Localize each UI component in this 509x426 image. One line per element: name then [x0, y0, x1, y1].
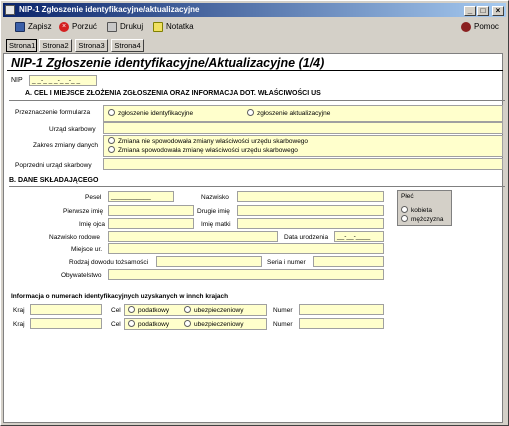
- radio-circle-icon: [247, 109, 254, 116]
- radio-circle-icon: [108, 146, 115, 153]
- birthplace-input[interactable]: [108, 243, 384, 254]
- nip-input[interactable]: _ _-_ _ _-_ _-_ _: [29, 75, 97, 86]
- purpose-2-label: Cel: [111, 321, 121, 328]
- tax-office-input[interactable]: [103, 122, 503, 134]
- change-scope-label: Zakres zmiany danych: [33, 142, 99, 149]
- radio-circle-icon: [128, 306, 135, 313]
- previous-office-label: Poprzedni urząd skarbowy: [15, 162, 92, 169]
- change-no-office-label: Zmiana nie spowodowała zmiany właściwości urzędu skarbowego: [118, 138, 309, 145]
- note-icon: [153, 22, 163, 32]
- app-icon: [5, 5, 15, 15]
- tab-strona2[interactable]: Strona2: [39, 39, 72, 52]
- note-button[interactable]: [153, 20, 194, 34]
- purpose-2-insurance-label: ubezpieczeniowy: [194, 321, 244, 328]
- citizenship-input[interactable]: [108, 269, 384, 280]
- change-office-radio[interactable]: [108, 146, 298, 155]
- purpose-update-radio[interactable]: [247, 109, 330, 118]
- tab-strona3[interactable]: Strona3: [75, 39, 108, 52]
- radio-circle-icon: [401, 215, 408, 222]
- purpose-label: Przeznaczenie formularza: [15, 109, 91, 116]
- country-2-input[interactable]: [30, 318, 102, 329]
- window-title: NIP-1 Zgłoszenie identyfikacyjne/aktualizacyjne: [19, 5, 200, 14]
- section-b-rule: [9, 186, 505, 187]
- note-label: Notatka: [166, 22, 194, 31]
- print-label: Drukuj: [120, 22, 144, 31]
- first-name-input[interactable]: [108, 205, 194, 216]
- cancel-button[interactable]: [59, 20, 97, 34]
- country-1-input[interactable]: [30, 304, 102, 315]
- printer-icon: [107, 22, 117, 32]
- id-document-label: Rodzaj dowodu tożsamości: [69, 259, 149, 266]
- purpose-identification-radio[interactable]: [108, 109, 193, 118]
- pesel-label: Pesel: [85, 194, 102, 201]
- section-a-rule: [9, 100, 505, 101]
- number-2-label: Numer: [273, 321, 293, 328]
- tab-strona1[interactable]: Strona1: [6, 39, 37, 52]
- section-c-heading: Informacja o numerach identyfikacyjnych uzyskanych w innch krajach: [11, 293, 229, 300]
- sex-male-label: mężczyzna: [411, 216, 444, 223]
- pesel-input[interactable]: ___________: [108, 191, 174, 202]
- purpose-2-insurance-radio[interactable]: [184, 320, 244, 329]
- family-name-label: Nazwisko rodowe: [49, 234, 100, 241]
- mother-name-input[interactable]: [237, 218, 384, 229]
- purpose-update-label: zgłoszenie aktualizacyjne: [257, 110, 331, 117]
- radio-circle-icon: [401, 206, 408, 213]
- sex-female-label: kobieta: [411, 207, 432, 214]
- number-1-input[interactable]: [299, 304, 384, 315]
- maximize-button[interactable]: □: [477, 6, 489, 16]
- tab-strona4[interactable]: Strona4: [111, 39, 144, 52]
- father-name-input[interactable]: [108, 218, 194, 229]
- birth-date-input[interactable]: __-__-____: [334, 231, 384, 242]
- help-label: Pomoc: [474, 22, 499, 31]
- cancel-label: Porzuć: [72, 22, 97, 31]
- section-b-heading: B. DANE SKŁADAJĄCEGO: [9, 177, 99, 184]
- sex-male-radio[interactable]: [401, 215, 444, 224]
- citizenship-label: Obywatelstwo: [61, 272, 102, 279]
- sex-label: Płeć: [401, 193, 414, 200]
- minimize-button[interactable]: _: [464, 6, 476, 16]
- toolbar: [3, 18, 506, 36]
- family-name-input[interactable]: [108, 231, 278, 242]
- radio-circle-icon: [108, 137, 115, 144]
- form-title: NIP-1 Zgłoszenie identyfikacyjne/Aktualizacyjne (1/4): [11, 56, 325, 70]
- purpose-identification-label: zgłoszenie identyfikacyjne: [118, 110, 194, 117]
- series-number-label: Seria i numer: [267, 259, 306, 266]
- purpose-2-tax-radio[interactable]: [128, 320, 169, 329]
- number-2-input[interactable]: [299, 318, 384, 329]
- surname-label: Nazwisko: [201, 194, 229, 201]
- purpose-2-tax-label: podatkowy: [138, 321, 170, 328]
- print-button[interactable]: [107, 20, 143, 34]
- save-label: Zapisz: [28, 22, 52, 31]
- country-2-label: Kraj: [13, 321, 25, 328]
- mother-name-label: Imię matki: [201, 221, 231, 228]
- tax-office-label: Urząd skarbowy: [49, 126, 96, 133]
- surname-input[interactable]: [237, 191, 384, 202]
- title-bar: [3, 3, 506, 17]
- title-rule: [7, 70, 503, 71]
- nip-label: NIP: [11, 77, 23, 84]
- first-name-label: Pierwsze imię: [63, 208, 104, 215]
- sex-female-radio[interactable]: [401, 206, 432, 215]
- birth-date-label: Data urodzenia: [284, 234, 329, 241]
- country-1-label: Kraj: [13, 307, 25, 314]
- id-document-input[interactable]: [156, 256, 262, 267]
- purpose-1-label: Cel: [111, 307, 121, 314]
- purpose-1-tax-radio[interactable]: [128, 306, 169, 315]
- save-button[interactable]: [15, 20, 52, 34]
- purpose-1-tax-label: podatkowy: [138, 307, 170, 314]
- floppy-disk-icon: [15, 22, 25, 32]
- change-office-label: Zmiana spowodowała zmianę właściwości urzędu skarbowego: [118, 147, 298, 154]
- cancel-x-icon: ×: [59, 22, 69, 32]
- section-a-heading: A. CEL I MIEJSCE ZŁOŻENIA ZGŁOSZENIA ORAZ INFORMACJA DOT. WŁAŚCIWOŚCI US: [25, 90, 321, 97]
- radio-circle-icon: [108, 109, 115, 116]
- purpose-1-insurance-radio[interactable]: [184, 306, 244, 315]
- radio-circle-icon: [184, 320, 191, 327]
- father-name-label: Imię ojca: [79, 221, 106, 228]
- help-icon: [461, 22, 471, 32]
- number-1-label: Numer: [273, 307, 293, 314]
- change-no-office-radio[interactable]: [108, 137, 308, 146]
- birthplace-label: Miejsce ur.: [71, 246, 103, 253]
- second-name-input[interactable]: [237, 205, 384, 216]
- radio-circle-icon: [184, 306, 191, 313]
- second-name-label: Drugie imię: [197, 208, 230, 215]
- close-button[interactable]: ×: [492, 6, 504, 16]
- purpose-1-insurance-label: ubezpieczeniowy: [194, 307, 244, 314]
- series-number-input[interactable]: [313, 256, 384, 267]
- radio-circle-icon: [128, 320, 135, 327]
- previous-office-input[interactable]: [103, 158, 503, 170]
- help-button[interactable]: [461, 20, 499, 34]
